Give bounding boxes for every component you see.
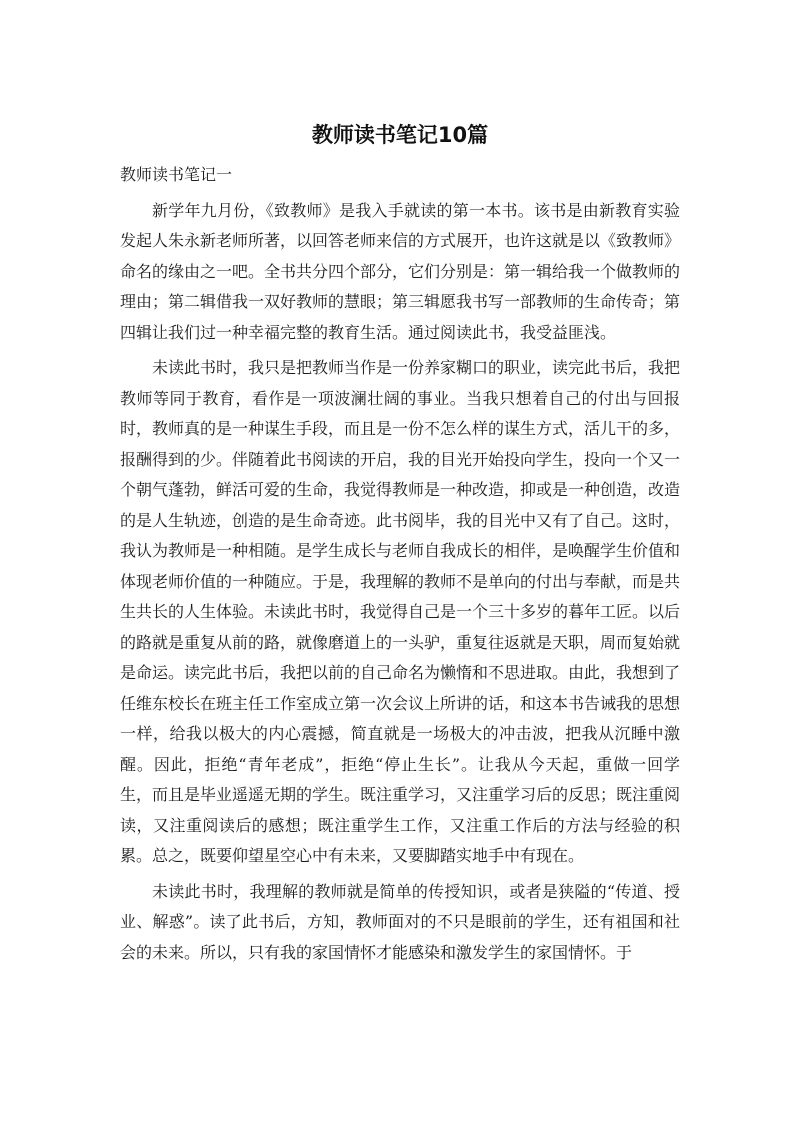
document-title: 教师读书笔记10篇 xyxy=(311,123,489,147)
paragraph-1: 新学年九月份，《致教师》是我入手就读的第一本书。该书是由新教育实验发起人朱永新老师所著，以回答老师来信的方式展开，也许这就是以《致教师》命名的缘由之一吧。全书共分四个部分，它们分别是：第一辑给我一个做教师的理由；第二辑借我一双好教师的慧眼；第三辑愿我书写一部教师的生命传奇；第四辑让我们过一种幸福完整的教育生活。通过阅读此书，我受益匪浅。 xyxy=(120,200,681,342)
document-body xyxy=(120,160,680,973)
paragraph-2: 未读此书时，我只是把教师当作是一份养家糊口的职业，读完此书后，我把教师等同于教育，看作是一项波澜壮阔的事业。当我只想着自己的付出与回报时，教师真的是一种谋生手段，而且是一份不怎么样的谋生方式，活儿干的多，报酬得到的少。伴随着此书阅读的开启，我的目光开始投向学生，投向一个又一个朝气蓬勃，鲜活可爱的生命，我觉得教师是一种改造，抑或是一种创造，改造的是人生轨迹，创造的是生命奇迹。此书阅毕，我的目光中又有了自己。这时，我认为教师是一种相随。是学生成长与老师自我成长的相伴，是唤醒学生价值和体现老师价值的一种随应。于是，我理解的教师不是单向的付出与奉献，而是共生共长的人生体验。未读此书时，我觉得自己是一个三十多岁的暮年工匠。以后的路就是重复从前的路，就像磨道上的一头驴，重复往返就是天职，周而复始就是命运。读完此书后，我把以前的自己命名为懒惰和不思进取。由此，我想到了任维东校长在班主任工作室成立第一次会议上所讲的话，和这本书告诫我的思想一样，给我以极大的内心震撼，简直就是一场极大的冲击波，把我从沉睡中激醒。因此，拒绝“青年老成”，拒绝“停止生长”。让我从今天起，重做一回学生，而且是毕业遥遥无期的学生。既注重学习，又注重学习后的反思；既注重阅读，又注重阅读后的感想；既注重学生工作，又注重工作后的方法与经验的积累。总之，既要仰望星空心中有未来，又要脚踏实地手中有现在。 xyxy=(120,358,681,865)
paragraph-3: 未读此书时，我理解的教师就是简单的传授知识，或者是狭隘的“传道、授业、解惑”。读了此书后，方知，教师面对的不只是眼前的学生，还有祖国和社会的未来。所以，只有我的家国情怀才能感染和激发学生的家国情怀。于 xyxy=(120,881,680,962)
section-heading: 教师读书笔记一 xyxy=(120,165,233,184)
